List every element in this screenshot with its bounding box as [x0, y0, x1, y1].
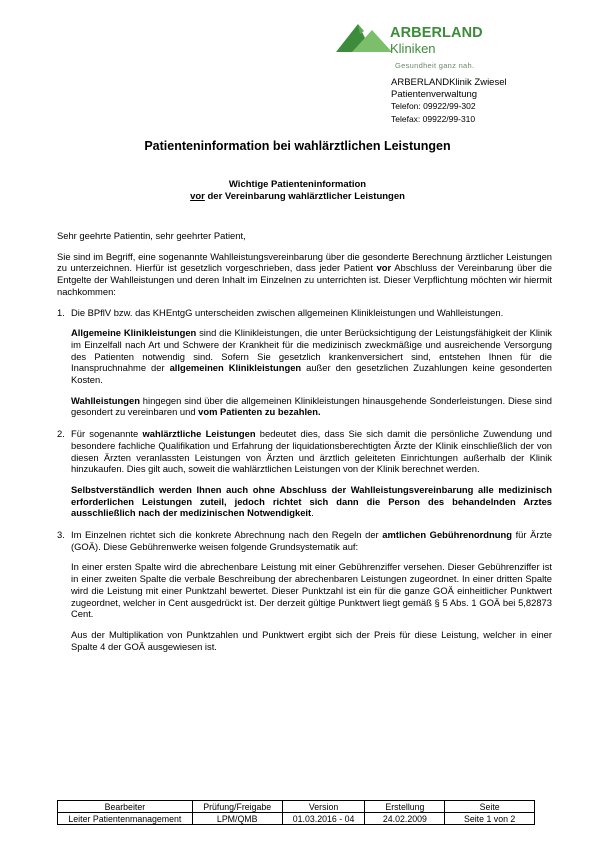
item1-text: Die BPflV bzw. das KHEntgG unterscheiden zwischen allgemeinen Klinikleistungen und Wahlleistungen. [71, 306, 504, 318]
footer-page: Seite 1 von 2 [445, 813, 535, 825]
subheading-rest: der Vereinbarung wahlärztlicher Leistungen [204, 191, 405, 202]
sender-fax: Telefax: 09922/99-310 [391, 114, 476, 124]
list-number: 2. [57, 428, 65, 440]
sender-block [391, 77, 507, 126]
subheading [0, 179, 595, 203]
footer-header-editor: Bearbeiter [58, 801, 193, 813]
footer-value-row [58, 813, 535, 825]
list-item-2 [57, 428, 552, 519]
item1-optional-services: Wahlleistungen hingegen sind über die allgemeinen Klinikleistungen hinausgehende Sonderleistungen. Diese sind gesondert zu vereinbaren und vom Patienten zu bezahlen. [71, 394, 552, 418]
logo-subtitle: Kliniken [390, 41, 436, 56]
footer-header-review: Prüfung/Freigabe [192, 801, 282, 813]
page-title: Patienteninformation bei wahlärztlichen Leistungen [144, 139, 451, 153]
item3-paragraph-1: In einer ersten Spalte wird die abrechenbare Leistung mit einer Gebührenziffer versehen. Dieser Gebührenziffer ist in einer zweiten Spalte die verbale Beschreibung der abrechenbaren Leistungen zugeordnet. In einer dritten Spalte wird die Leistung mit einer Punktzahl bewertet. Dieser Punktzahl ist ein für die ganze GOÄ einheitlicher Punktwert zugeordnet, welcher in Cent ausgedrückt ist. Der derzeit gültige Punktwert liegt gemäß § 5 Abs. 1 GOÄ bei 5,82873 Cent. [71, 561, 552, 620]
item3-paragraph-2: Aus der Multiplikation von Punktzahlen und Punktwert ergibt sich der Preis für diese Leistung, welcher in einer Spalte 4 der GOÄ ausgewiesen ist. [71, 628, 552, 652]
subheading-emphasis: vor [190, 191, 205, 202]
footer-review: LPM/QMB [192, 813, 282, 825]
logo-name: ARBERLAND [390, 25, 483, 41]
footer-table [57, 800, 535, 825]
sender-clinic: ARBERLANDKlinik Zwiesel [391, 77, 507, 88]
sender-department: Patientenverwaltung [391, 88, 478, 100]
logo-tagline: Gesundheit ganz nah. [395, 61, 475, 70]
logo [336, 20, 496, 70]
footer-header-created: Erstellung [365, 801, 445, 813]
list-item-1 [57, 307, 552, 419]
list-item-3 [57, 529, 552, 652]
subheading-line1: Wichtige Patienteninformation [228, 179, 367, 190]
item2-text: Für sogenannte wahlärztliche Leistungen bedeutet dies, dass Sie sich damit die persönliche Zuwendung und besondere fachliche Qualifikation und Erfahrung der liquidationsberechtigten Ärzte der Klinik einschließlich der von diesen Ärzten veranlassten Leistungen von Ärzten und ärztlich geleiteten Einrichtungen außerhalb der Klinik hinzukaufen. Dies gilt auch, soweit die wahlärztlichen Leistungen von der Klinik berechnet werden. [71, 428, 552, 475]
footer-header-page: Seite [445, 801, 535, 813]
item3-text: Im Einzelnen richtet sich die konkrete Abrechnung nach den Regeln der amtlichen Gebührenordnung für Ärzte (GOÄ). Diese Gebührenwerke weisen folgende Grundsystematik auf: [71, 529, 553, 552]
subheading-line2 [0, 191, 595, 203]
footer-header-version: Version [282, 801, 365, 813]
intro-paragraph: Sie sind im Begriff, eine sogenannte Wahlleistungsvereinbarung über die gesonderte Berechnung ärztlicher Leistungen zu unterzeichnen. Hierfür ist gesetzlich vorgeschrieben, dass jeder Patient vor Abschluss der Vereinbarung über die Entgelte der Wahlleistungen und deren Inhalt im Einzelnen zu unterrichten ist. Dieser Verpflichtung möchten wir hiermit nachkommen: [57, 250, 552, 297]
logo-mountain-icon [336, 20, 394, 56]
footer-header-row [58, 801, 535, 813]
list-number: 1. [57, 306, 65, 318]
footer-created: 24.02.2009 [365, 813, 445, 825]
document-body [57, 230, 552, 662]
item1-general-services: Allgemeine Klinikleistungen sind die Klinikleistungen, die unter Berücksichtigung der Leistungsfähigkeit der Klinik im Einzelfall nach Art und Schwere der Krankheit für die medizinisch zweckmäßige und ausreichende Versorgung des Patienten notwendig sind. Sofern Sie gesetzlich krankenversichert sind, entstehen Ihnen für die Inanspruchnahme der allgemeinen Klinikleistungen außer den gesetzlichen Zuzahlungen keine gesonderten Kosten. [71, 327, 553, 386]
sender-phone: Telefon: 09922/99-302 [391, 101, 476, 111]
item2-bold-notice: Selbstverständlich werden Ihnen auch ohne Abschluss der Wahlleistungsvereinbarung alle medizinisch erforderlichen Leistungen zuteil, jedoch richtet sich dann die Person des behandelnden Arztes ausschließlich nach der medizinischen Notwendigkeit. [71, 483, 552, 519]
list-number: 3. [57, 529, 65, 541]
salutation: Sehr geehrte Patientin, sehr geehrter Patient, [57, 230, 246, 241]
footer-editor: Leiter Patientenmanagement [58, 813, 193, 825]
footer-version: 01.03.2016 - 04 [282, 813, 365, 825]
